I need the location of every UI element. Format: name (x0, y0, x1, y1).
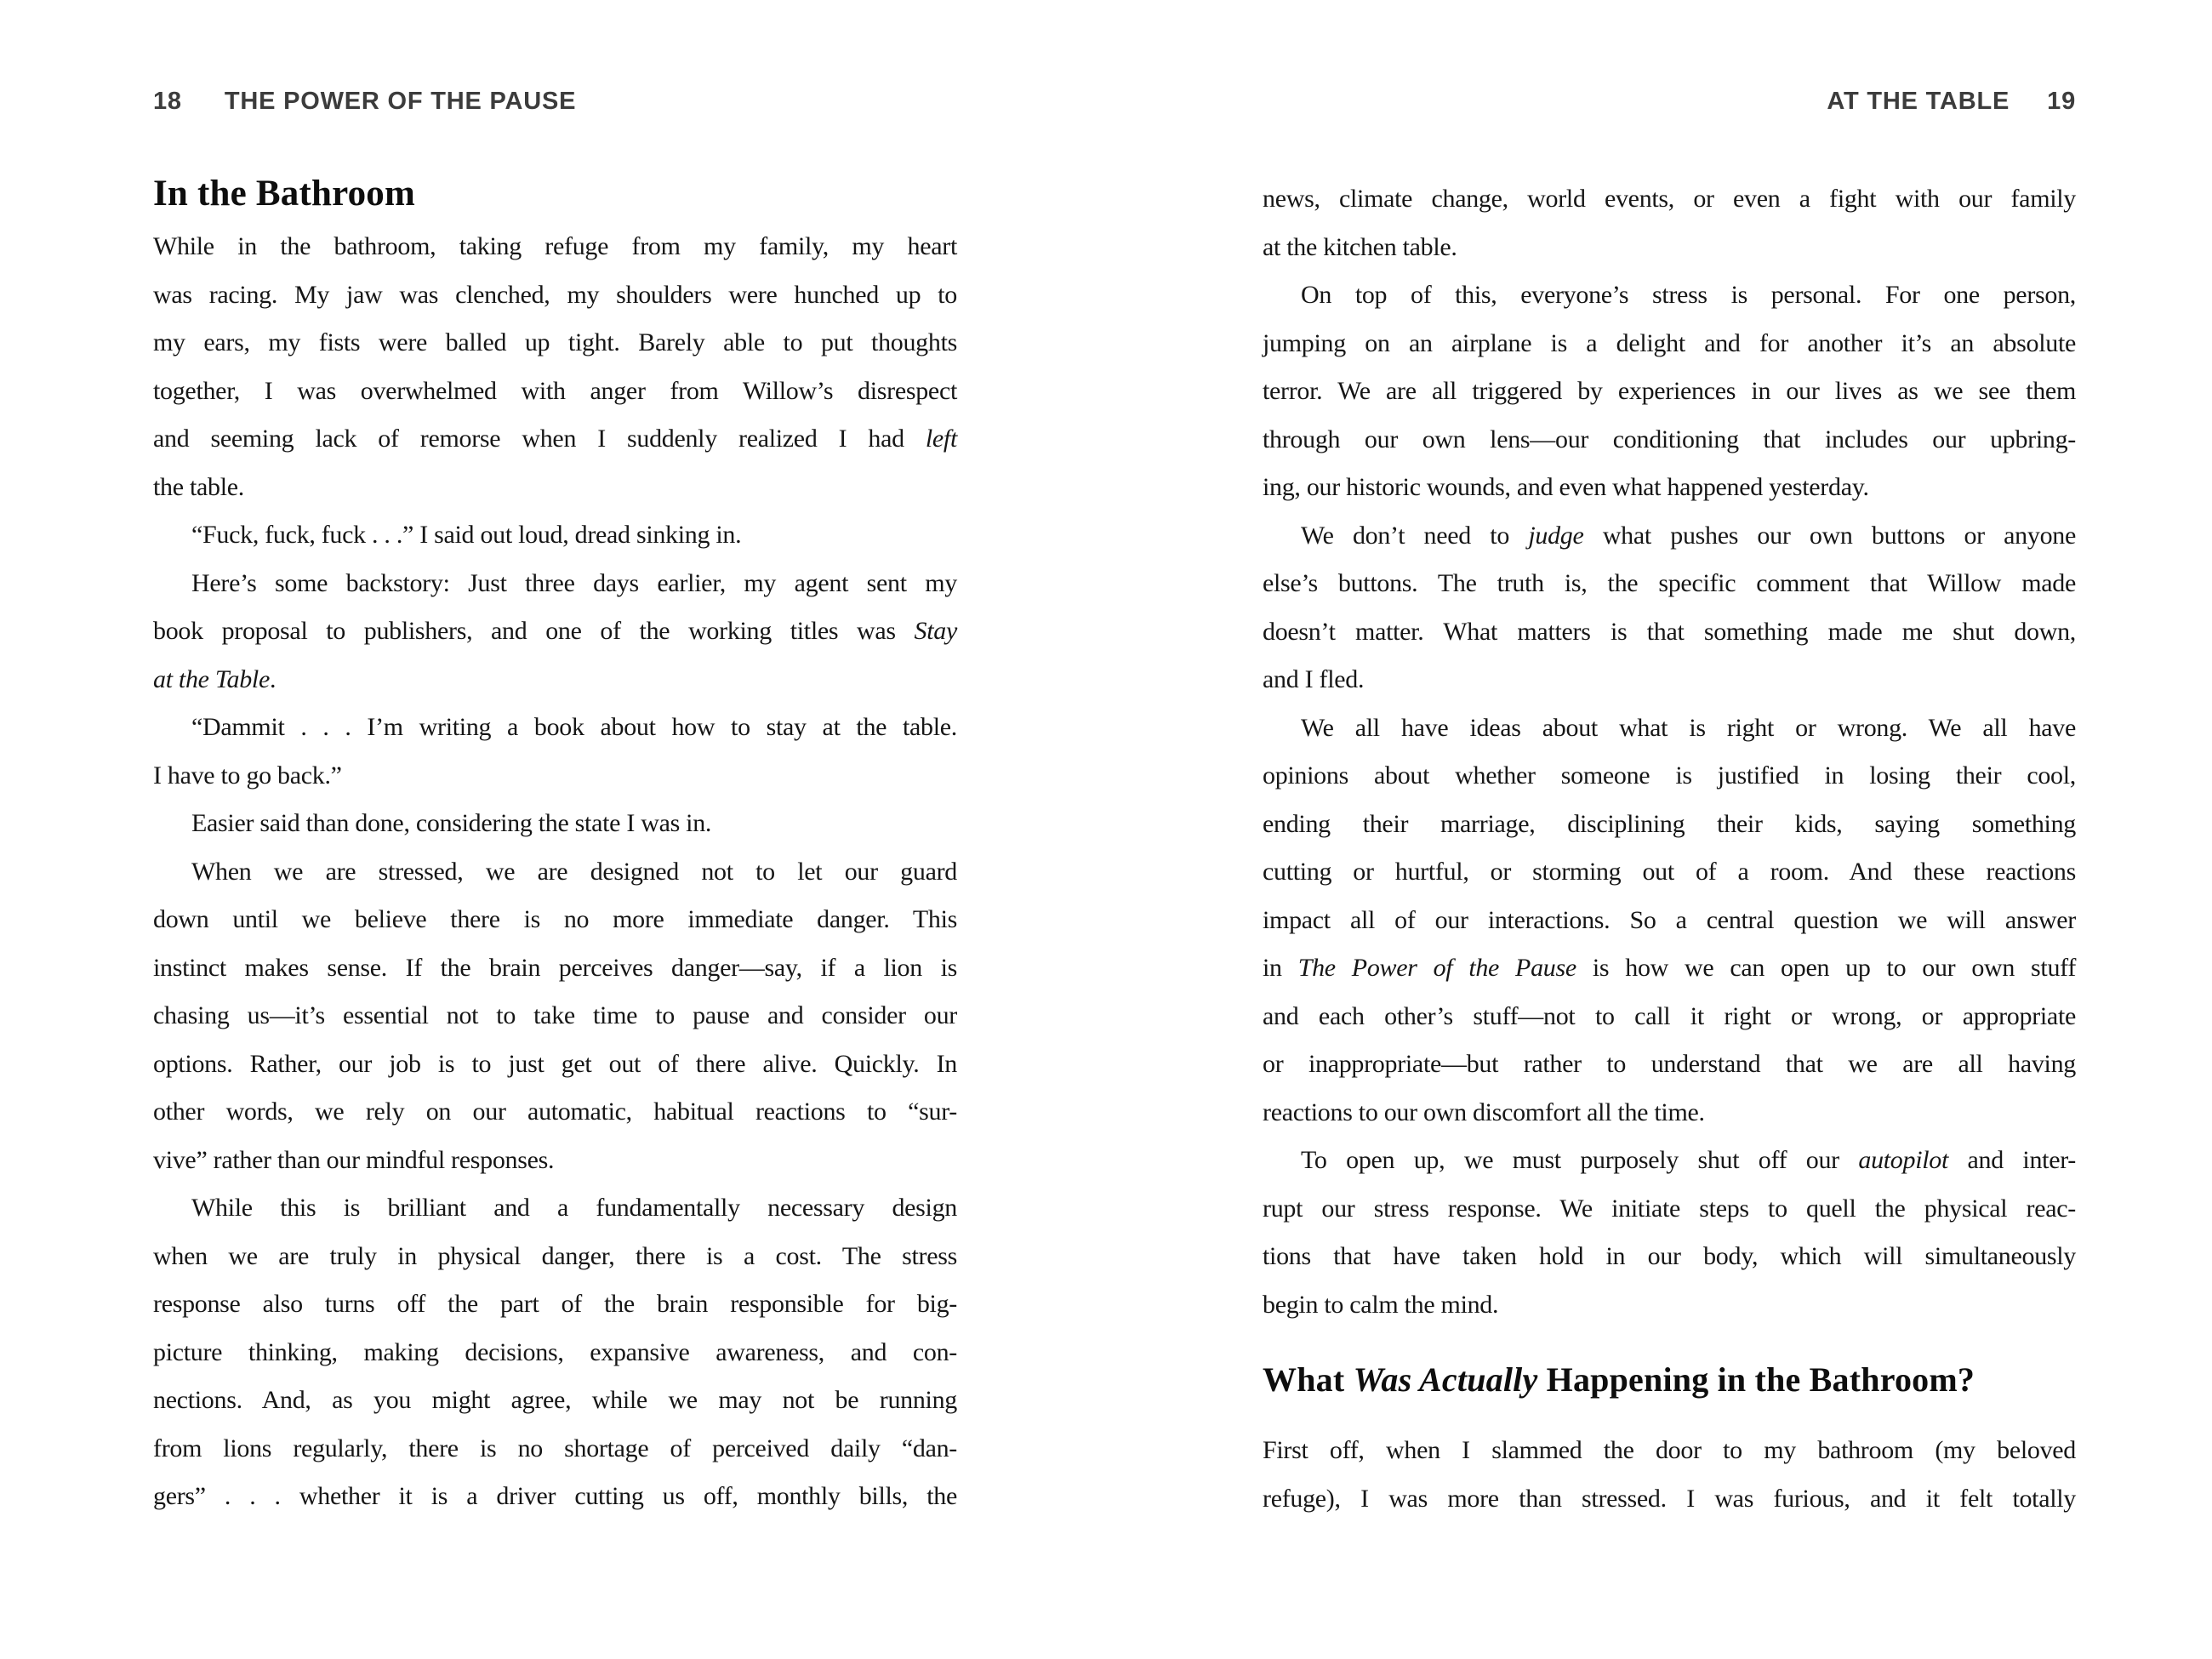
text-line: cutting or hurtful, or storming out of a room. And these reactions (1263, 858, 2076, 886)
text-line: at the kitchen table. (1263, 232, 1457, 261)
text-line: impact all of our interactions. So a central question we will answer (1263, 905, 2076, 934)
text-line: instinct makes sense. If the brain perceives danger—say, if a lion is (153, 953, 957, 982)
text-line: To open up, we must purposely shut off our autopilot and inter- (1301, 1146, 2076, 1174)
text-line: rupt our stress response. We initiate steps to quell the physical reac- (1263, 1194, 2076, 1223)
text-line: was racing. My jaw was clenched, my shoulders were hunched up to (153, 280, 957, 309)
text-line: jumping on an airplane is a delight and for another it’s an absolute (1263, 328, 2076, 357)
subsection-heading: What Was Actually Happening in the Bathroom? (1263, 1360, 1975, 1399)
page-19 (1263, 0, 2076, 1659)
text-line: We all have ideas about what is right or wrong. We all have (1301, 713, 2076, 742)
text-line: nections. And, as you might agree, while we may not be running (153, 1386, 957, 1414)
text-line: “Fuck, fuck, fuck . . .” I said out loud, dread sinking in. (191, 521, 742, 549)
text-line: from lions regularly, there is no shortage of perceived daily “dan- (153, 1434, 957, 1462)
text-line: gers” . . . whether it is a driver cutting us off, monthly bills, the (153, 1482, 957, 1510)
body-text-right-bottom (1263, 1427, 2076, 1523)
text-line: ing, our historic wounds, and even what happened yesterday. (1263, 473, 1869, 501)
text-line: chasing us—it’s essential not to take time to pause and consider our (153, 1001, 957, 1029)
text-line: We don’t need to judge what pushes our own buttons or anyone (1301, 521, 2076, 550)
text-line: response also turns off the part of the brain responsible for big- (153, 1290, 957, 1318)
text-line: or inappropriate—but rather to understand that we are all having (1263, 1050, 2076, 1078)
text-line: tions that have taken hold in our body, which will simultaneously (1263, 1242, 2076, 1270)
text-line: down until we believe there is no more immediate danger. This (153, 905, 957, 933)
text-line: While in the bathroom, taking refuge from my family, my heart (153, 232, 957, 260)
body-text-left (153, 223, 957, 1521)
text-line: First off, when I slammed the door to my bathroom (my beloved (1263, 1436, 2076, 1464)
text-line: the table. (153, 472, 244, 501)
text-line: reactions to our own discomfort all the time. (1263, 1097, 1705, 1126)
text-line: options. Rather, our job is to just get out of there alive. Quickly. In (153, 1049, 957, 1078)
text-line: through our own lens—our conditioning that includes our upbring- (1263, 425, 2076, 453)
text-line: book proposal to publishers, and one of the working titles was Stay (153, 617, 957, 645)
text-line: Easier said than done, considering the state I was in. (191, 809, 712, 837)
text-line: at the Table. (153, 664, 276, 693)
text-line: I have to go back.” (153, 761, 342, 790)
text-line: opinions about whether someone is justified in losing their cool, (1263, 761, 2076, 790)
running-head-title-left: THE POWER OF THE PAUSE (224, 88, 577, 115)
text-line: and seeming lack of remorse when I suddenly realized I had left (153, 425, 957, 453)
body-text-right-top (1263, 175, 2076, 1329)
running-header-left (153, 88, 957, 116)
text-line: news, climate change, world events, or even a fight with our family (1263, 185, 2076, 213)
text-line: “Dammit . . . I’m writing a book about how to stay at the table. (191, 713, 957, 741)
running-header-right (1263, 88, 2076, 116)
text-line: in The Power of the Pause is how we can open up to our own stuff (1263, 954, 2077, 982)
running-head-title-right: AT THE TABLE (1827, 88, 2010, 115)
text-line: terror. We are all triggered by experiences in our lives as we see them (1263, 377, 2076, 405)
text-line: Here’s some backstory: Just three days earlier, my agent sent my (191, 568, 957, 597)
text-line: picture thinking, making decisions, expansive awareness, and con- (153, 1337, 957, 1366)
text-line: when we are truly in physical danger, there is a cost. The stress (153, 1241, 957, 1270)
text-line: When we are stressed, we are designed not to let our guard (191, 857, 957, 886)
text-line: my ears, my fists were balled up tight. Barely able to put thoughts (153, 328, 957, 356)
text-line: begin to calm the mind. (1263, 1290, 1499, 1319)
page-18 (153, 0, 957, 1659)
text-line: refuge), I was more than stressed. I was furious, and it felt totally (1263, 1484, 2076, 1513)
text-line: and I fled. (1263, 665, 1365, 693)
text-line: and each other’s stuff—not to call it right or wrong, or appropriate (1263, 1001, 2076, 1030)
text-line: doesn’t matter. What matters is that something made me shut down, (1263, 617, 2076, 646)
page-number-right: 19 (2047, 88, 2076, 115)
text-line: else’s buttons. The truth is, the specific comment that Willow made (1263, 569, 2076, 597)
page-number-left: 18 (153, 88, 182, 115)
text-line: together, I was overwhelmed with anger from Willow’s disrespect (153, 376, 957, 405)
text-line: While this is brilliant and a fundamentally necessary design (191, 1194, 957, 1222)
text-line: ending their marriage, disciplining their kids, saying something (1263, 809, 2076, 838)
text-line: vive” rather than our mindful responses. (153, 1145, 555, 1174)
text-line: other words, we rely on our automatic, habitual reactions to “sur- (153, 1097, 957, 1126)
section-heading: In the Bathroom (153, 174, 416, 214)
text-line: On top of this, everyone’s stress is personal. For one person, (1301, 281, 2076, 309)
